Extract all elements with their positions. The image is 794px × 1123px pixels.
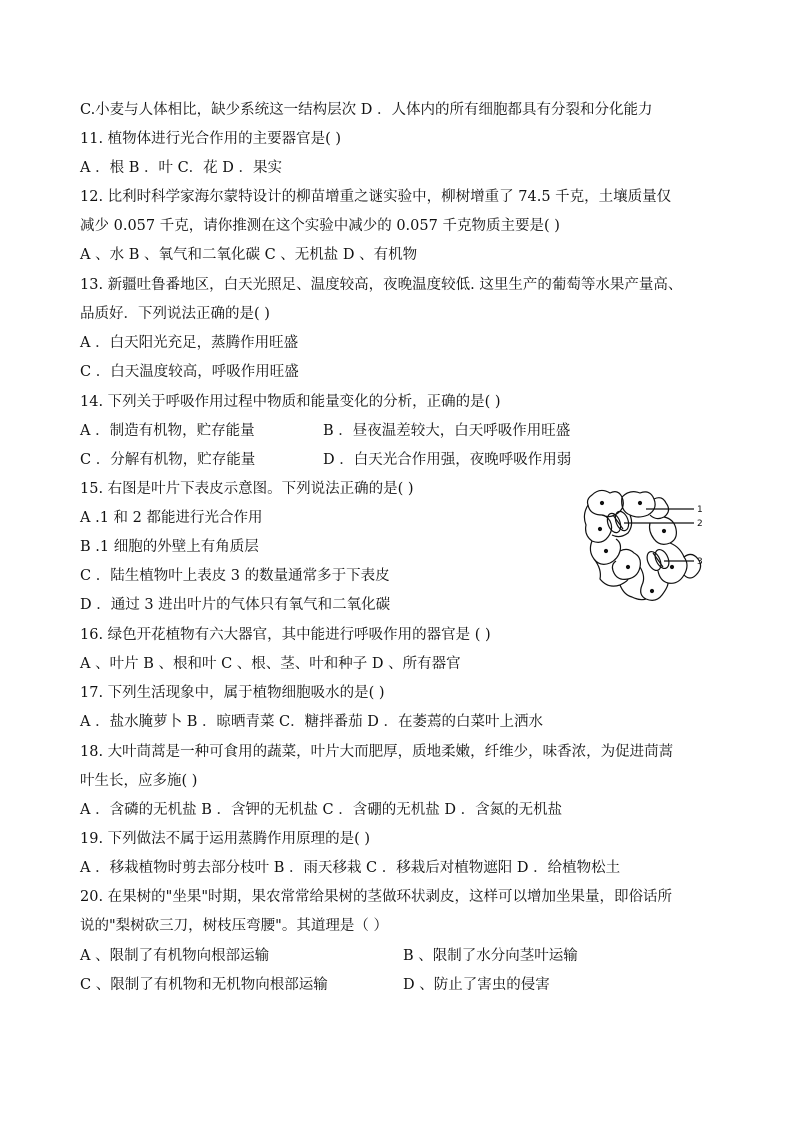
q20-stem-line1: 20. 在果树的"坐果"时期，果农常常给果树的茎做环状剥皮，这样可以增加坐果量，即俗话所	[80, 889, 673, 905]
epidermal-cell	[620, 585, 646, 600]
q15-option-d: D ．通过 3 进出叶片的气体只有氧气和二氧化碳	[80, 597, 391, 613]
q13-stem-line2: 品质好．下列说法正确的是( )	[80, 306, 270, 322]
q14-stem: 14. 下列关于呼吸作用过程中物质和能量变化的分析，正确的是( )	[80, 394, 501, 410]
guard-cell	[652, 547, 671, 570]
q15-option-a: A .1 和 2 都能进行光合作用	[80, 510, 263, 526]
q18-options: A ．含磷的无机盐 B ．含钾的无机盐 C ．含硼的无机盐 D ．含氮的无机盐	[80, 802, 563, 818]
guard-cell	[644, 549, 663, 572]
q20-option-d: D 、防止了害虫的侵害	[403, 977, 550, 993]
leaf-epidermis-figure	[580, 485, 715, 610]
q13-stem-line1: 13. 新疆吐鲁番地区，白天光照足、温度较高，夜晚温度较低. 这里生产的葡萄等水果产量高、	[80, 277, 683, 293]
nucleus	[671, 566, 674, 569]
q14-option-d: D ．白天光合作用强，夜晚呼吸作用弱	[323, 452, 572, 468]
q20-option-b: B 、限制了水分向茎叶运输	[403, 948, 578, 964]
nucleus	[627, 566, 630, 569]
q12-stem-line1: 12. 比利时科学家海尔蒙特设计的柳苗增重之谜实验中，柳树增重了 74.5 千克，土壤质量仅	[80, 189, 672, 205]
q11-stem: 11. 植物体进行光合作用的主要器官是( )	[80, 131, 342, 147]
nucleus	[651, 590, 654, 593]
nucleus	[605, 550, 608, 553]
q12-stem-line2: 减少 0.057 千克，请你推测在这个实验中减少的 0.057 千克物质主要是( )	[80, 218, 560, 234]
epidermal-cell	[658, 543, 687, 583]
q18-stem-line2: 叶生长，应多施( )	[80, 773, 198, 789]
q16-stem: 16. 绿色开花植物有六大器官，其中能进行呼吸作用的器官是 ( )	[80, 627, 491, 643]
q18-stem-line1: 18. 大叶茼蒿是一种可食用的蔬菜，叶片大而肥厚，质地柔嫩，纤维少，味香浓，为促进茼蒿	[80, 744, 674, 760]
guard-cell	[613, 510, 631, 533]
nucleus	[663, 530, 666, 533]
q19-stem: 19. 下列做法不属于运用蒸腾作用原理的是( )	[80, 831, 371, 847]
q12-options: A 、水 B 、氧气和二氧化碳 C 、无机盐 D 、有机物	[80, 247, 418, 263]
q14-option-c: C ．分解有机物，贮存能量	[80, 452, 256, 468]
q11-options: A ．根 B ．叶 C．花 D ．果实	[80, 160, 283, 176]
epidermal-cell	[612, 549, 640, 579]
q20-stem-line2: 说的"梨树砍三刀，树枝压弯腰"。其道理是（ ）	[80, 918, 388, 934]
nucleus	[639, 502, 642, 505]
figure-label-2: 2	[697, 519, 703, 529]
epidermal-cell	[588, 490, 624, 516]
q14-option-b: B ．昼夜温差较大，白天呼吸作用旺盛	[323, 423, 571, 439]
epidermal-cell	[640, 567, 668, 600]
q17-options: A ．盐水腌萝卜 B ．晾晒青菜 C．糖拌番茄 D ．在萎蔫的白菜叶上洒水	[80, 714, 543, 730]
q19-options: A ．移栽植物时剪去部分枝叶 B ．雨天移栽 C ．移栽后对植物遮阳 D ．给植物松土	[80, 860, 621, 876]
q15-stem: 15. 右图是叶片下表皮示意图。下列说法正确的是( )	[80, 481, 414, 497]
q16-options: A 、叶片 B 、根和叶 C 、根、茎、叶和种子 D 、所有器官	[80, 656, 461, 672]
q20-option-a: A 、限制了有机物向根部运输	[80, 948, 270, 964]
q15-option-b: B .1 细胞的外壁上有角质层	[80, 539, 259, 555]
q13-option-a: A ．白天阳光充足，蒸腾作用旺盛	[80, 335, 299, 351]
q14-option-a: A ．制造有机物，贮存能量	[80, 423, 255, 439]
figure-label-1: 1	[697, 505, 703, 515]
epidermal-cell	[650, 498, 669, 519]
figure-label-3: 3	[697, 557, 703, 567]
q15-option-c: C ．陆生植物叶上表皮 3 的数量通常多于下表皮	[80, 568, 390, 584]
q10-option-cd: C.小麦与人体相比，缺少系统这一结构层次 D ．人体内的所有细胞都具有分裂和分化能力	[80, 102, 653, 118]
nucleus	[599, 528, 602, 531]
q20-option-c: C 、限制了有机物和无机物向根部运输	[80, 977, 328, 993]
q13-option-c: C ．白天温度较高，呼吸作用旺盛	[80, 364, 299, 380]
q17-stem: 17. 下列生活现象中，属于植物细胞吸水的是( )	[80, 685, 385, 701]
nucleus	[601, 502, 604, 505]
